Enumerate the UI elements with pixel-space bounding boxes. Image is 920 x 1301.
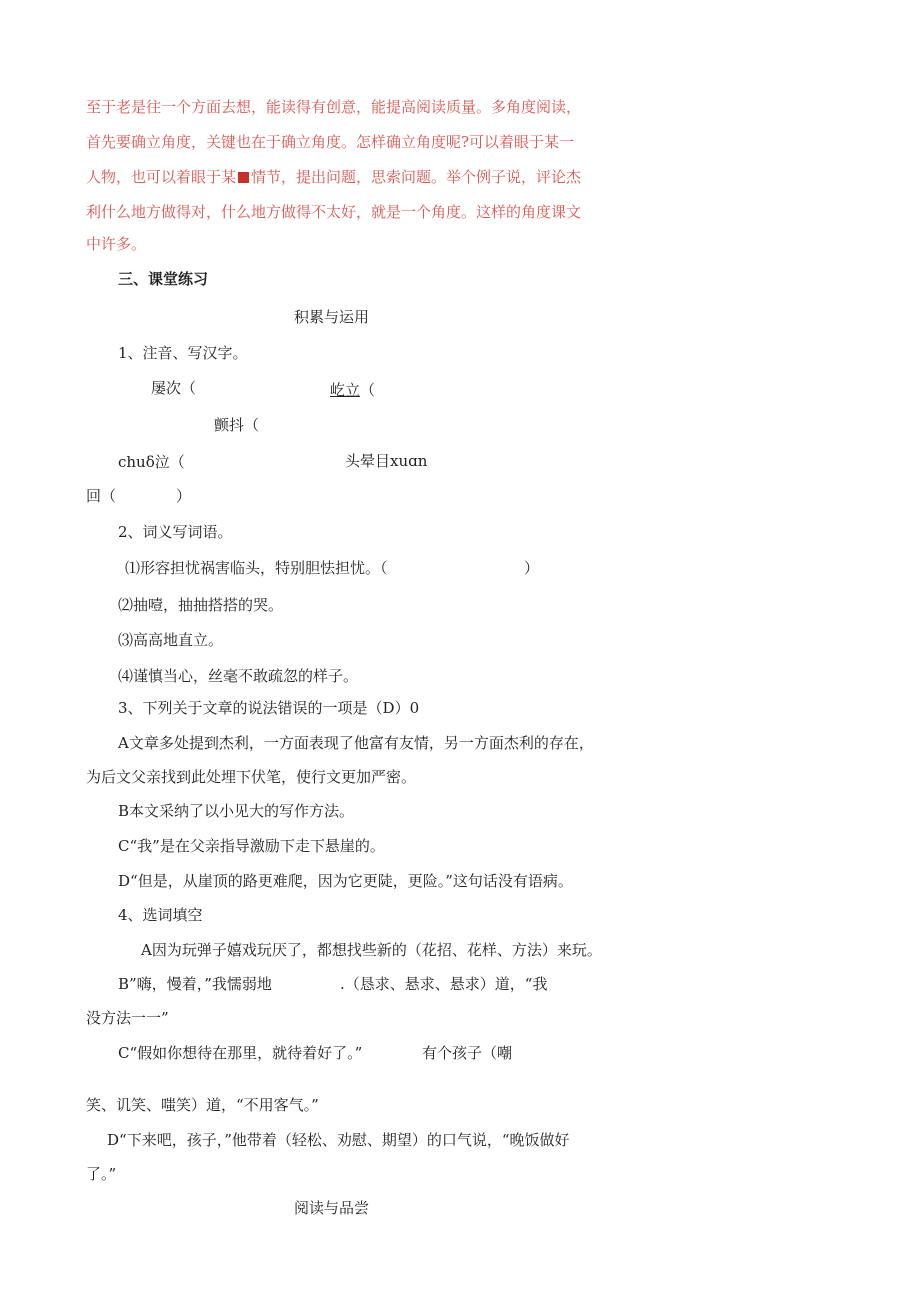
q1-word-1: 屡次（ [151, 379, 197, 397]
q1-word-5: 头晕目xuɑn [345, 452, 428, 470]
q4-item-b-line-2: 没方法一一” [86, 1009, 169, 1027]
q4-item-c-line-1a: C“假如你想待在那里，就待着好了。” [118, 1044, 363, 1062]
q4-item-d-line-2: 了。” [86, 1165, 117, 1183]
q4-item-b-line-1a: B”嗨，慢着，”我懦弱地 [118, 975, 272, 993]
section-title: 三、课堂练习 [118, 270, 209, 288]
intro-line-4: 利什么地方做得对，什么地方做得不太好，就是一个角度。这样的角度课文 [86, 203, 582, 221]
q1-word-2 [330, 380, 375, 400]
q1-word-6: 回（ ） [86, 487, 192, 505]
q2-title: 2、词义写词语。 [118, 523, 233, 541]
q1-title: 1、注音、写汉字。 [118, 344, 248, 362]
q1-word-2-paren: （ [360, 381, 376, 399]
q2-item-3: ⑶高高地直立。 [118, 631, 224, 649]
q2-item-1: ⑴形容担忧祸害临头，特别胆怯担忧。（ [125, 559, 388, 577]
q3-option-a-line-2: 为后文父亲找到此处埋下伏笔，使行文更加严密。 [86, 768, 417, 786]
intro-line-2: 首先要确立角度，关键也在于确立角度。怎样确立角度呢?可以着眼于某一 [86, 133, 575, 151]
q4-item-a: A因为玩弹子嬉戏玩厌了，都想找些新的（花招、花样、方法）来玩。 [141, 941, 602, 959]
q2-item-1-close: ） [524, 559, 540, 577]
intro-line-3-b: 情节，提出问题，思索问题。举个例子说，评论杰 [251, 168, 582, 186]
intro-line-3-a: 人物，也可以着眼于某 [86, 168, 237, 186]
intro-line-5: 中许多。 [86, 235, 147, 253]
q1-word-2-text: 屹立 [330, 381, 361, 399]
q3-option-d: D“但是，从崖顶的路更难爬，因为它更陡，更险。”这句话没有语病。 [118, 872, 573, 890]
q4-title: 4、选词填空 [118, 906, 203, 924]
q4-item-b-line-1b: .（恳求、悬求、悬求）道，“我 [340, 975, 548, 993]
subtitle-accumulation: 积累与运用 [294, 308, 370, 326]
subtitle-reading: 阅读与品尝 [294, 1199, 370, 1217]
q1-word-4: chuδ泣（ [118, 453, 185, 471]
q4-item-c-line-2: 笑、讥笑、嗤笑）道，“不用客气。” [86, 1096, 319, 1114]
q1-word-3: 颤抖（ [214, 416, 260, 434]
q3-title: 3、下列关于文章的说法错误的一项是（D）0 [118, 699, 420, 717]
redacted-square-icon [238, 172, 249, 183]
q3-option-b: B本文采纳了以小见大的写作方法。 [118, 802, 355, 820]
q3-option-a-line-1: A文章多处提到杰利，一方面表现了他富有友情，另一方面杰利的存在， [118, 734, 594, 752]
q4-item-d-line-1: D“下来吧，孩子，”他带着（轻松、劝慰、期望）的口气说，“晚饭做好 [107, 1131, 570, 1149]
intro-line-3 [86, 167, 581, 187]
intro-line-1: 至于老是往一个方面去想，能读得有创意，能提高阅读质量。多角度阅读， [86, 98, 582, 116]
q2-item-2: ⑵抽噎，抽抽搭搭的哭。 [118, 596, 284, 614]
q2-item-4: ⑷谨慎当心，丝毫不敢疏忽的样子。 [118, 667, 359, 685]
q3-option-c: C“我”是在父亲指导激励下走下悬崖的。 [118, 837, 385, 855]
q4-item-c-line-1b: 有个孩子（嘲 [422, 1044, 513, 1062]
